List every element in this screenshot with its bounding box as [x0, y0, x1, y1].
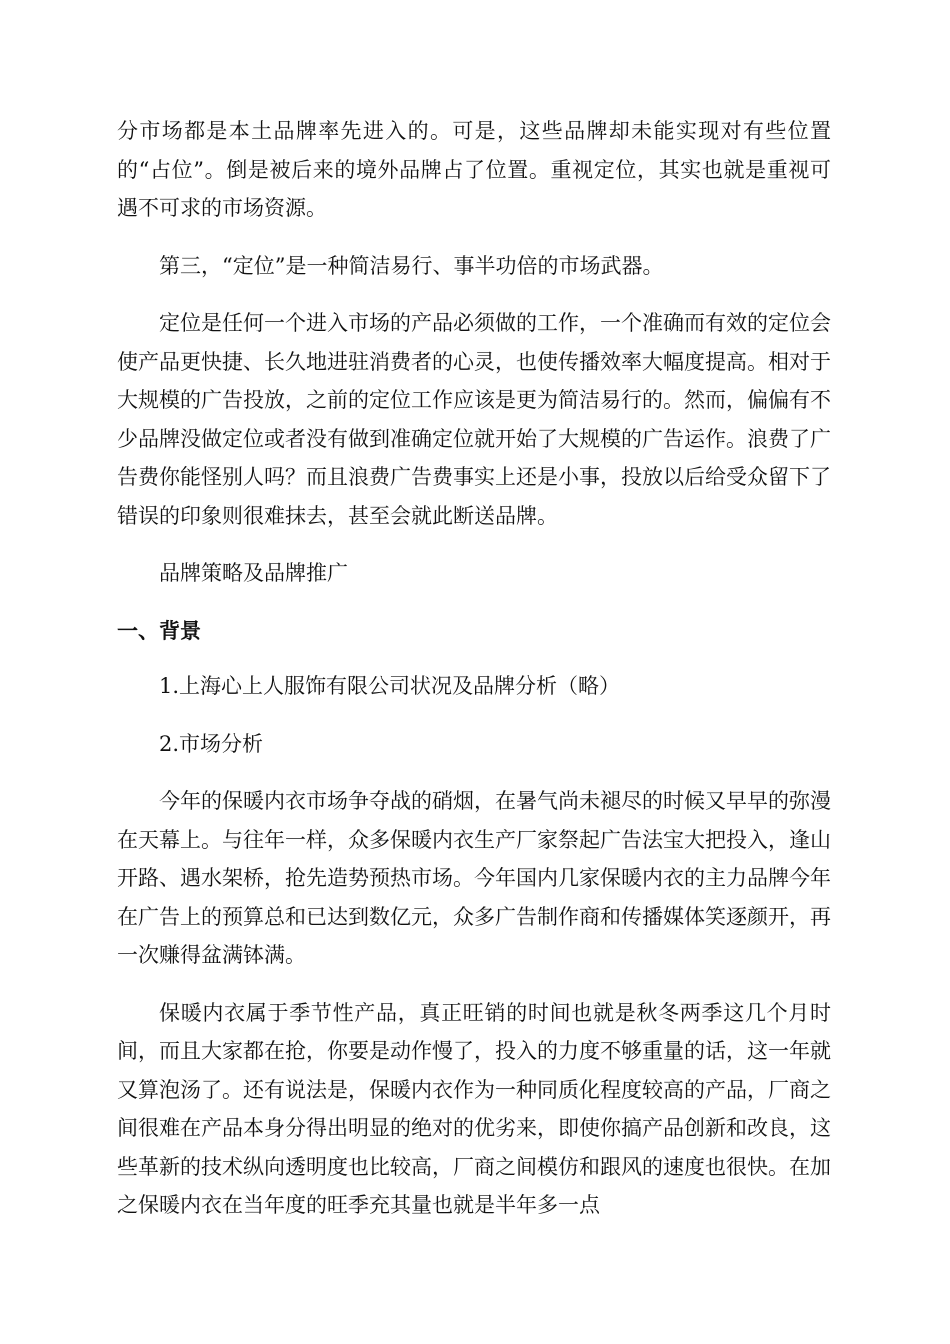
heading-background: 一、背景: [117, 618, 201, 643]
paragraph-continuation: 分市场都是本土品牌率先进入的。可是，这些品牌却未能实现对有些位置的“占位”。倒是被后来的境外品牌占了位置。重视定位，其实也就是重视可遇不可求的市场资源。: [117, 119, 831, 220]
item-company-analysis: 1.上海心上人服饰有限公司状况及品牌分析（略）: [159, 674, 621, 698]
item-market-analysis: 2.市场分析: [159, 731, 264, 756]
paragraph-seasonal-product: 保暖内衣属于季节性产品，真正旺销的时间也就是秋冬两季这几个月时间，而且大家都在抢，你要是动作慢了，投入的力度不够重量的话，这一年就又算泡汤了。还有说法是，保暖内衣作为一种同质化程度较高的产品，厂商之间很难在产品本身分得出明显的绝对的优劣来，即使你搞产品创新和改良，这些革新的技术纵向透明度也比较高，厂商之间模仿和跟风的速度也很快。在加之保暖内衣在当年度的旺季充其量也就是半年多一点: [117, 1000, 831, 1217]
paragraph-point-three: 第三，“定位”是一种简洁易行、事半功倍的市场武器。: [159, 253, 664, 278]
paragraph-positioning: 定位是任何一个进入市场的产品必须做的工作，一个准确而有效的定位会使产品更快捷、长久地进驻消费者的心灵，也使传播效率大幅度提高。相对于大规模的广告投放，之前的定位工作应该是更为简洁易行的。然而，偏偏有不少品牌没做定位或者没有做到准确定位就开始了大规模的广告运作。浪费了广告费你能怪别人吗？而且浪费广告费事实上还是小事，投放以后给受众留下了错误的印象则很难抹去，甚至会就此断送品牌。: [117, 311, 831, 528]
section-title: 品牌策略及品牌推广: [159, 561, 348, 585]
paragraph-market-competition: 今年的保暖内衣市场争夺战的硝烟，在暑气尚未褪尽的时候又早早的弥漫在天幕上。与往年一样，众多保暖内衣生产厂家祭起广告法宝大把投入，逢山开路、遇水架桥，抢先造势预热市场。今年国内几家保暖内衣的主力品牌今年在广告上的预算总和已达到数亿元，众多广告制作商和传播媒体笑逐颜开，再一次赚得盆满钵满。: [117, 789, 831, 967]
document-body: [117, 112, 831, 1225]
